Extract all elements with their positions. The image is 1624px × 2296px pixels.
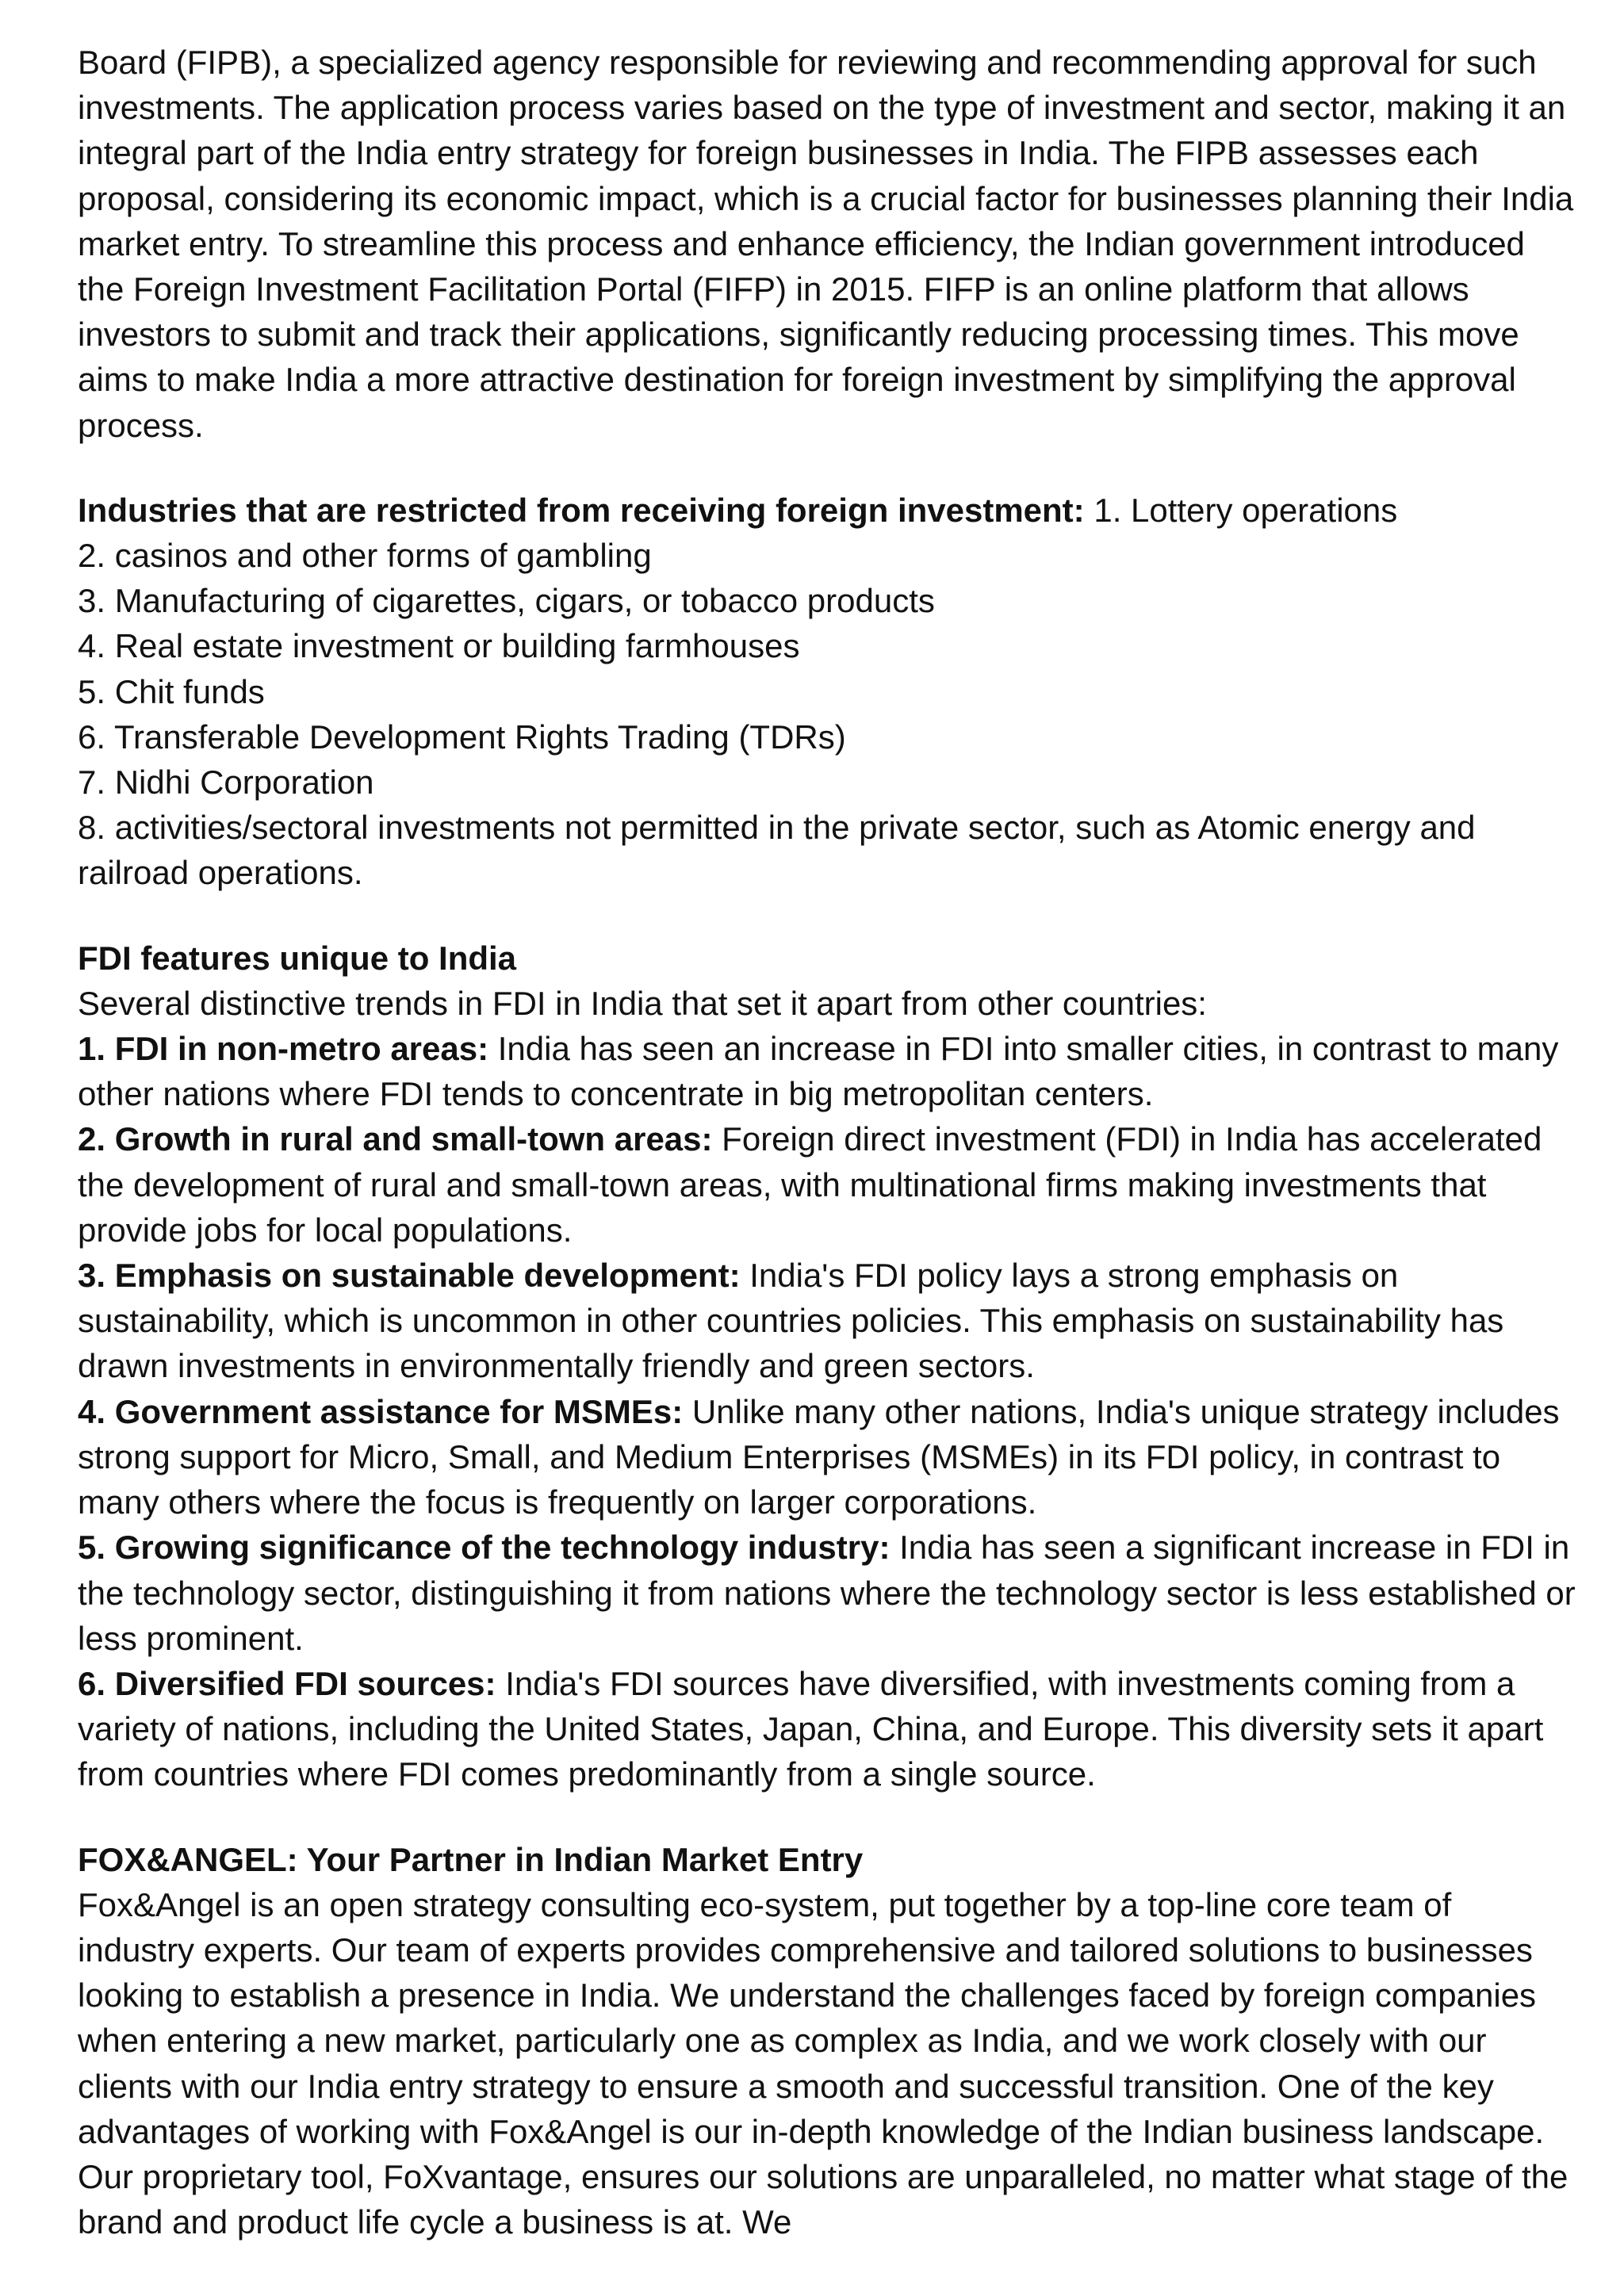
fdi-feature-title: 1. FDI in non-metro areas: (78, 1030, 489, 1068)
restricted-heading: Industries that are restricted from receiving foreign investment: (78, 491, 1085, 529)
fdi-feature-text: India's FDI policy lays a strong emphasis on sustainability, which is uncommon in other countries policies. This emphasis on sustainability has drawn investments in environmentally friendly and green sectors. (78, 1257, 1504, 1385)
fdi-feature-item (78, 1389, 1576, 1525)
restricted-item: 5. Chit funds (78, 672, 265, 710)
restricted-item: 1. Lottery operations (1094, 491, 1398, 529)
restricted-item: 4. Real estate investment or building farmhouses (78, 627, 800, 665)
fdi-feature-text: India's FDI sources have diversified, with investments coming from a variety of nations, including the United States, Japan, China, and Europe. This diversity sets it apart from countries where FDI comes predominantly from a single source. (78, 1664, 1544, 1793)
foxangel-paragraph: Fox&Angel is an open strategy consulting eco-system, put together by a top-line core team of industry experts. Our team of experts provides comprehensive and tailored solutions to businesses looking to establish a presence in India. We understand the challenges faced by foreign companies when entering a new market, particularly one as complex as India, and we work closely with our clients with our India entry strategy to ensure a smooth and successful transition. One of the key advantages of working with Fox&Angel is our in-depth knowledge of the Indian business landscape. Our proprietary tool, FoXvantage, ensures our solutions are unparalleled, no matter what stage of the brand and product life cycle a business is at. We (78, 1885, 1568, 2241)
document-page (78, 40, 1576, 2244)
restricted-industries-section (78, 488, 1576, 896)
restricted-item: 7. Nidhi Corporation (78, 763, 374, 802)
fdi-features-heading-text: FDI features unique to India (78, 939, 517, 977)
fdi-feature-item (78, 1661, 1576, 1797)
fdi-feature-item (78, 1116, 1576, 1253)
fdi-feature-title: 5. Growing significance of the technology industry: (78, 1529, 891, 1567)
fdi-feature-text: Unlike many other nations, India's unique strategy includes strong support for Micro, Small, and Medium Enterprises (MSMEs) in its FDI policy, in contrast to many others where the focus is frequently on larger corporations. (78, 1392, 1560, 1521)
intro-paragraph: Board (FIPB), a specialized agency responsible for reviewing and recommending approval for such investments. The application process varies based on the type of investment and sector, making it an integral part of the India entry strategy for foreign businesses in India. The FIPB assesses each proposal, considering its economic impact, which is a crucial factor for businesses planning their India market entry. To streamline this process and enhance efficiency, the Indian government introduced the Foreign Investment Facilitation Portal (FIFP) in 2015. FIFP is an online platform that allows investors to submit and track their applications, significantly reducing processing times. This move aims to make India a more attractive destination for foreign investment by simplifying the approval process. (78, 44, 1574, 444)
restricted-item: 8. activities/sectoral investments not permitted in the private sector, such as Atomic energy and railroad operations. (78, 809, 1476, 892)
foxangel-section (78, 1837, 1576, 2245)
fdi-feature-item (78, 1253, 1576, 1389)
fdi-features-heading (78, 936, 1576, 981)
fdi-feature-text: India has seen an increase in FDI into smaller cities, in contrast to many other nations where FDI tends to concentrate in big metropolitan centers. (78, 1030, 1559, 1113)
fdi-feature-text: India has seen a significant increase in FDI in the technology sector, distinguishing it from nations where the technology sector is less established or less prominent. (78, 1529, 1576, 1657)
fdi-feature-title: 6. Diversified FDI sources: (78, 1664, 496, 1702)
restricted-item: 6. Transferable Development Rights Trading (TDRs) (78, 718, 846, 756)
fdi-features-intro: Several distinctive trends in FDI in India that set it apart from other countries: (78, 984, 1207, 1022)
fdi-feature-title: 2. Growth in rural and small-town areas: (78, 1120, 713, 1158)
fdi-feature-text: Foreign direct investment (FDI) in India has accelerated the development of rural and small-town areas, with multinational firms making investments that provide jobs for local populations. (78, 1120, 1542, 1249)
restricted-item-first (78, 488, 1576, 533)
foxangel-heading-text: FOX&ANGEL: Your Partner in Indian Market Entry (78, 1840, 864, 1878)
foxangel-heading (78, 1837, 1576, 1882)
fdi-feature-title: 3. Emphasis on sustainable development: (78, 1257, 741, 1295)
fdi-feature-title: 4. Government assistance for MSMEs: (78, 1392, 684, 1430)
fdi-feature-item (78, 1525, 1576, 1661)
restricted-item: 3. Manufacturing of cigarettes, cigars, or tobacco products (78, 582, 935, 620)
restricted-item: 2. casinos and other forms of gambling (78, 537, 652, 575)
fdi-feature-item (78, 1026, 1576, 1116)
fdi-features-section (78, 936, 1576, 1797)
